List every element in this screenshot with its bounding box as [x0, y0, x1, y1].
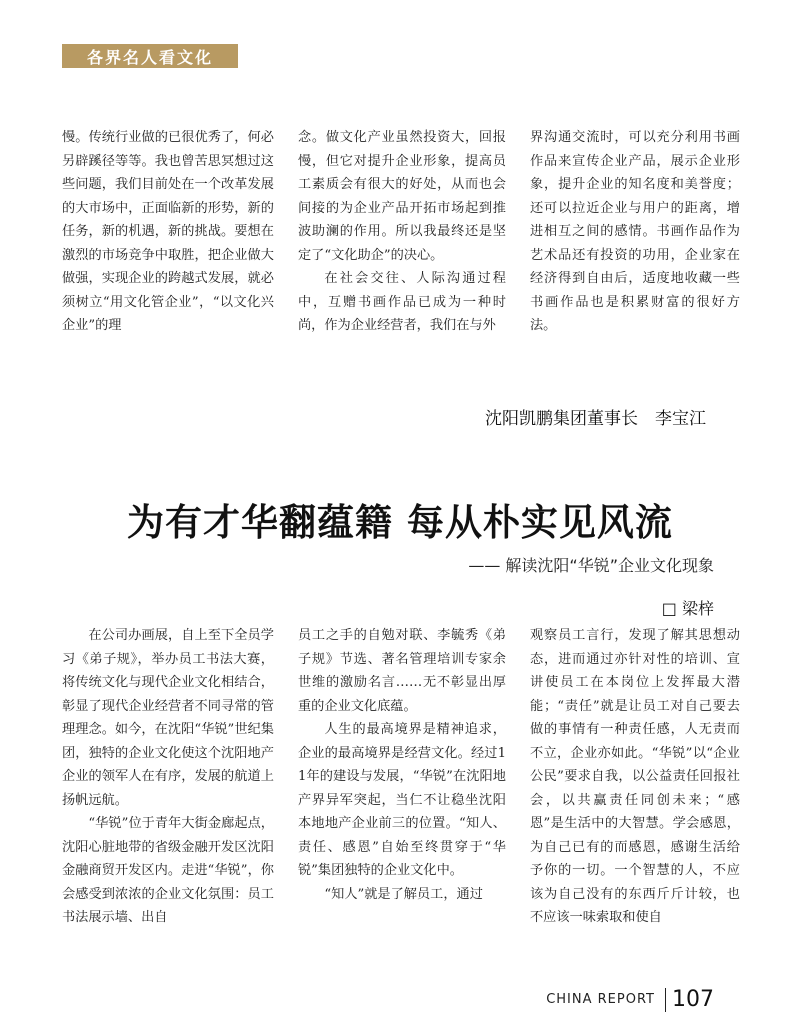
magazine-name: CHINA REPORT: [546, 992, 655, 1007]
section-tag: 各界名人看文化: [62, 44, 238, 68]
article-title: 为有才华翻蕴籍 每从朴实见风流: [127, 500, 673, 544]
paragraph: 观察员工言行，发现了解其思想动态，进而通过亦针对性的培训、宣讲使员工在本岗位上发挥最大潜能；“责任”就是让员工对自己要去做的事情有一种责任感，人无责而不立，企业亦如此。“华锐”以“企业公民”要求自我，以公益责任回报社会，以共赢责任同创未来；“感恩”是生活中的大智慧。学会感恩，为自己已有的而感恩，感谢生活给予你的一切。一个智慧的人，不应该为自己没有的东西斤斤计较，也不应该一味索取和使自: [530, 628, 740, 925]
paragraph: “知人”就是了解员工，通过: [324, 886, 483, 902]
upper-column-1: [62, 126, 274, 338]
paragraph: 界沟通交流时，可以充分利用书画作品来宣传企业产品，展示企业形象，提升企业的知名度和美誉度；还可以拉近企业与用户的距离，增进相互之间的感情。书画作品作为艺术品还有投资的功用，企业家在经济得到自由后，适度地收藏一些书画作品也是积累财富的很好方法。: [530, 130, 740, 333]
page-footer: [546, 987, 714, 1012]
lower-column-2: [298, 624, 506, 906]
paragraph: 员工之手的自勉对联、李毓秀《弟子规》节选、著名管理培训专家余世维的激励名言……无不彰显出厚重的企业文化底蕴。: [298, 628, 506, 714]
page-number: 107: [672, 987, 714, 1012]
footer-divider: [665, 988, 666, 1012]
upper-column-3: [530, 126, 740, 338]
paragraph: “华锐”位于青年大街金廊起点，沈阳心脏地带的省级金融开发区沈阳金融商贸开发区内。走进“华锐”，你会感受到浓浓的企业文化氛围：员工书法展示墙、出自: [62, 816, 274, 925]
article-subtitle: —— 解读沈阳“华锐”企业文化现象: [468, 556, 714, 575]
paragraph: 慢。传统行业做的已很优秀了，何必另辟蹊径等等。我也曾苦思冥想过这些问题，我们目前处在一个改革发展的大市场中，正面临新的形势，新的任务，新的机遇，新的挑战。要想在激烈的市场竞争中取胜，把企业做大做强，实现企业的跨越式发展，就必须树立“用文化管企业”，“以文化兴企业”的理: [62, 130, 274, 333]
upper-column-2: [298, 126, 506, 338]
author-signature: 沈阳凯鹏集团董事长 李宝江: [485, 409, 706, 429]
paragraph: 人生的最高境界是精神追求，企业的最高境界是经营文化。经过11年的建设与发展，“华锐”在沈阳地产界异军突起，当仁不让稳坐沈阳本地地产企业前三的位置。“知人、责任、感恩”自始至终贯穿于“华锐”集团独特的企业文化中。: [298, 722, 506, 878]
paragraph: 在社会交往、人际沟通过程中，互赠书画作品已成为一种时尚，作为企业经营者，我们在与外: [298, 271, 506, 333]
article-byline: □ 梁梓: [661, 599, 714, 618]
lower-column-1: [62, 624, 274, 930]
paragraph: 念。做文化产业虽然投资大，回报慢，但它对提升企业形象，提高员工素质会有很大的好处，从而也会间接的为企业产品开拓市场起到推波助澜的作用。所以我最终还是坚定了“文化助企”的决心。: [298, 130, 506, 263]
lower-column-3: [530, 624, 740, 930]
paragraph: 在公司办画展，自上至下全员学习《弟子规》，举办员工书法大赛，将传统文化与现代企业文化相结合，彰显了现代企业经营者不同寻常的管理理念。如今，在沈阳“华锐”世纪集团，独特的企业文化使这个沈阳地产企业的领军人在有序，发展的航道上扬帆远航。: [62, 628, 274, 808]
